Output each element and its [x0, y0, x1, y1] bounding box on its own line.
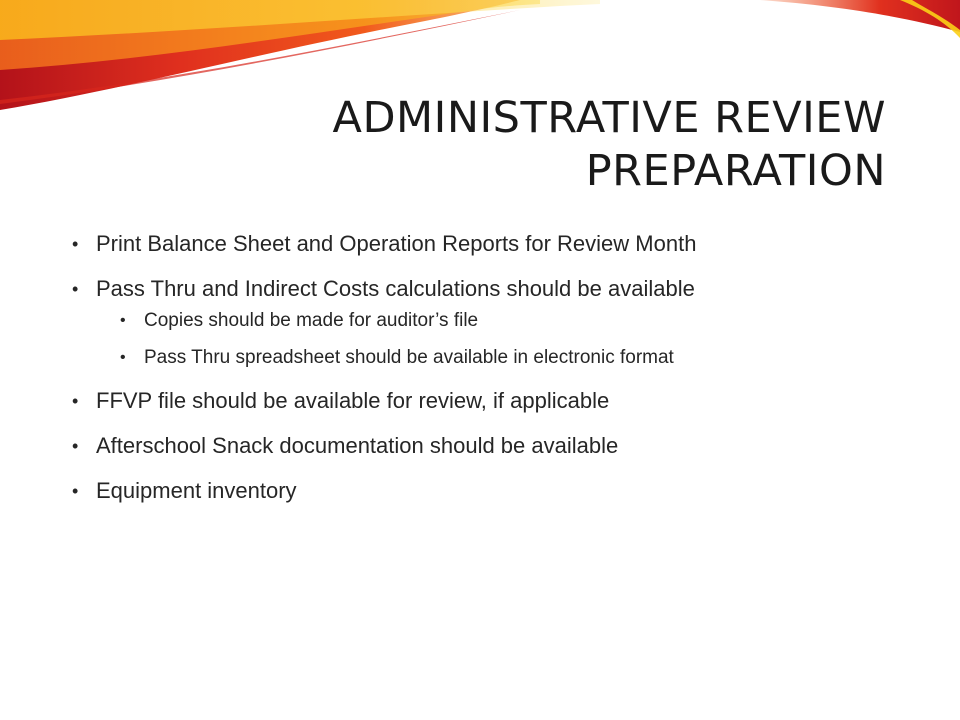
bullet-item: • Print Balance Sheet and Operation Reports for Review Month	[72, 230, 912, 258]
slide-title-line-2: PREPARATION	[585, 146, 886, 196]
slide-title	[186, 92, 886, 198]
bullet-item: • Equipment inventory	[72, 477, 912, 505]
sub-bullet-list	[96, 309, 912, 370]
swoosh-right-band	[760, 0, 960, 32]
sub-bullet-item: • Pass Thru spreadsheet should be available in electronic format	[120, 346, 912, 370]
sub-bullet-item: • Copies should be made for auditor’s file	[120, 309, 912, 333]
bullet-item	[72, 275, 912, 370]
slide-title-line-1: ADMINISTRATIVE REVIEW	[332, 93, 886, 143]
bullet-item: • Afterschool Snack documentation should be available	[72, 432, 912, 460]
bullet-item: • FFVP file should be available for review, if applicable	[72, 387, 912, 415]
bullet-list	[72, 230, 912, 522]
bullet-item-text: Pass Thru and Indirect Costs calculations should be available	[96, 276, 695, 301]
